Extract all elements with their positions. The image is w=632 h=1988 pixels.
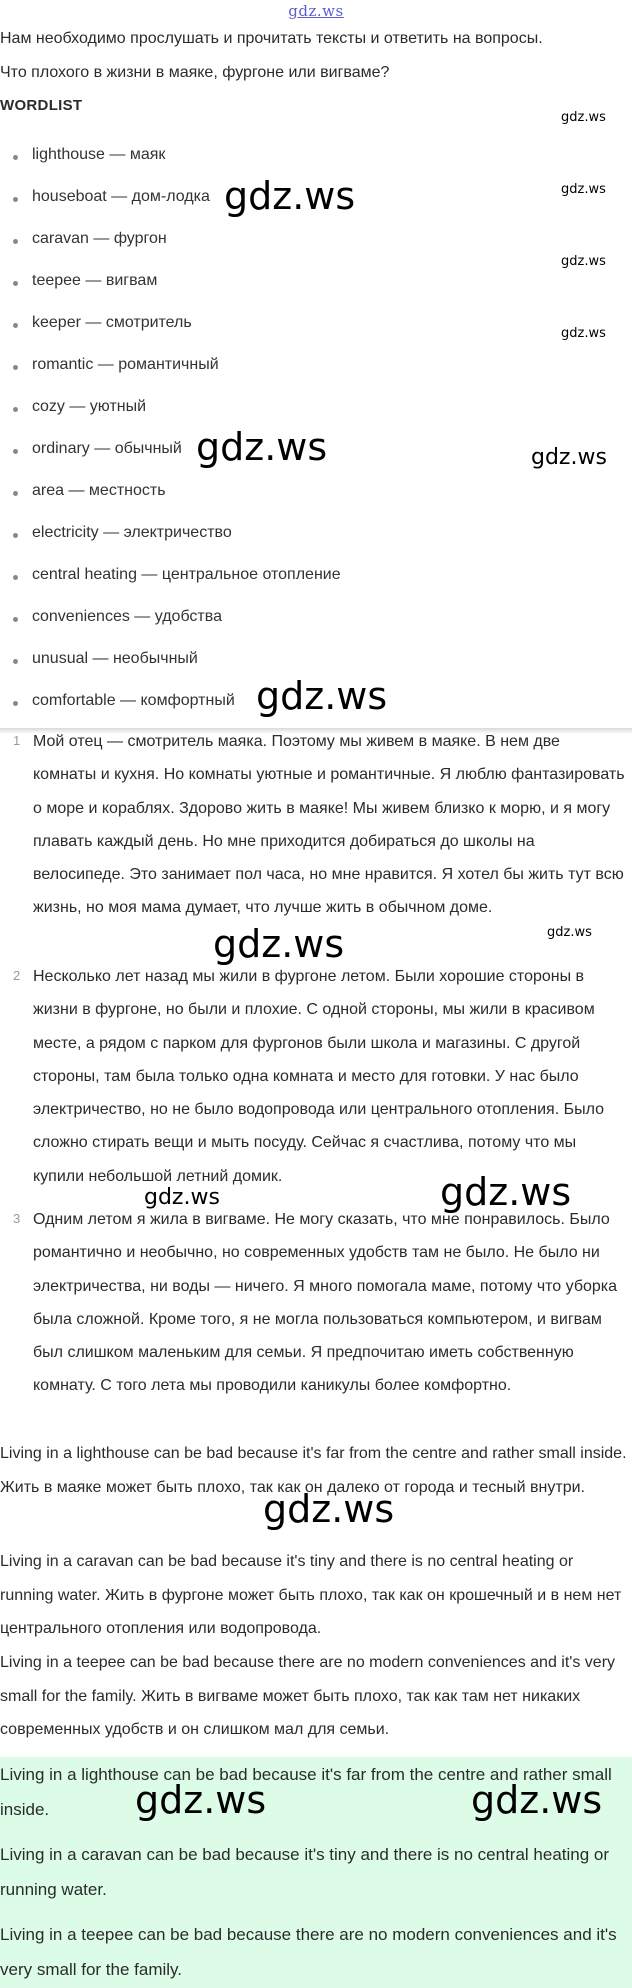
bullet-icon <box>13 701 18 706</box>
final-answer: Living in a caravan can be bad because it's tiny and there is no central heating or running water. <box>0 1845 610 1899</box>
site-watermark: gdz.ws <box>263 1487 395 1531</box>
bullet-icon <box>13 533 18 538</box>
site-watermark: gdz.ws <box>471 1778 603 1822</box>
answer-text: Living in a teepee can be bad because there are no modern conveniences and it's very small for the family. Жить в вигваме может быть плохо, так как там нет никаких современных удобств и он слишком мал для семьи. <box>0 1654 616 1738</box>
answer-text: Living in a caravan can be bad because it's tiny and there is no central heating or running water. Жить в фургоне может быть плохо, так как он крошечный и в нем нет центрального отопления или водопровода. <box>0 1553 622 1637</box>
site-watermark: gdz.ws <box>531 445 607 470</box>
paragraph-text: Несколько лет назад мы жили в фургоне летом. Были хорошие стороны в жизни в фургоне, но были и плохие. С одной стороны, мы жили в красивом месте, а рядом с парком для фургонов были школа и магазины. С другой стороны, там была только одна комната и место для готовки. У нас было электричество, но не было водопровода или центрального отопления. Было сложно стирать вещи и мыть посуду. Сейчас я счастлива, потому что мы купили небольшой летний домик. <box>33 968 605 1185</box>
bullet-icon <box>13 239 18 244</box>
task-instruction: Нам необходимо прослушать и прочитать тексты и ответить на вопросы. <box>0 30 543 47</box>
bullet-icon <box>13 575 18 580</box>
final-answer: Living in a lighthouse can be bad because it's far from the centre and rather small inside. <box>0 1765 612 1819</box>
site-watermark: gdz.ws <box>256 674 388 718</box>
bullet-icon <box>13 197 18 202</box>
site-watermark: gdz.ws <box>547 925 592 940</box>
answer-text: Living in a lighthouse can be bad because it's far from the centre and rather small inside. Жить в маяке может быть плохо, так как он далеко от города и тесный внутри. <box>0 1445 627 1496</box>
site-watermark: gdz.ws <box>440 1170 572 1214</box>
site-watermark: gdz.ws <box>561 254 606 269</box>
bullet-icon <box>13 659 18 664</box>
bullet-icon <box>13 449 18 454</box>
wordlist-heading: WORDLIST <box>0 97 83 114</box>
bullet-icon <box>13 155 18 160</box>
bullet-icon <box>13 323 18 328</box>
bullet-icon <box>13 491 18 496</box>
site-watermark: gdz.ws <box>213 922 345 966</box>
site-watermark: gdz.ws <box>196 425 328 469</box>
paragraph-text: Одним летом я жила в вигваме. Не могу сказать, что мне понравилось. Было романтично и необычно, но современных удобств там не было. Не было ни электричества, ни воды — ничего. Я много помогала маме, потому что уборка была сложной. Кроме того, я не могла пользоваться компьютером, и вигвам был слишком маленьким для семьи. Я предпочитаю иметь собственную комнату. С того лета мы проводили каникулы более комфортно. <box>33 1211 618 1395</box>
bullet-icon <box>13 365 18 370</box>
site-watermark: gdz.ws <box>135 1778 267 1822</box>
site-watermark: gdz.ws <box>561 182 606 197</box>
site-watermark: gdz.ws <box>561 110 606 125</box>
paragraph-number: 3 <box>13 1211 21 1226</box>
bullet-icon <box>13 407 18 412</box>
paragraph-number: 1 <box>13 733 21 748</box>
paragraph-number: 2 <box>13 968 21 983</box>
site-watermark: gdz.ws <box>144 1185 220 1210</box>
final-answer: Living in a teepee can be bad because there are no modern conveniences and it's very small for the family. <box>0 1925 617 1979</box>
site-watermark-top: gdz.ws <box>288 2 344 20</box>
bullet-icon <box>13 617 18 622</box>
site-watermark: gdz.ws <box>561 326 606 341</box>
bullet-icon <box>13 281 18 286</box>
site-watermark: gdz.ws <box>224 174 356 218</box>
task-question: Что плохого в жизни в маяке, фургоне или вигваме? <box>0 64 390 81</box>
paragraph-text: Мой отец — смотритель маяка. Поэтому мы живем в маяке. В нем две комнаты и кухня. Но комнаты уютные и романтичные. Я люблю фантазировать о море и кораблях. Здорово жить в маяке! Мы живем близко к морю, и я могу плавать каждый день. Но мне приходится добираться до школы на велосипеде. Это занимает пол часа, но мне нравится. Я хотел бы жить тут всю жизнь, но моя мама думает, что лучше жить в обычном доме. <box>33 733 625 917</box>
